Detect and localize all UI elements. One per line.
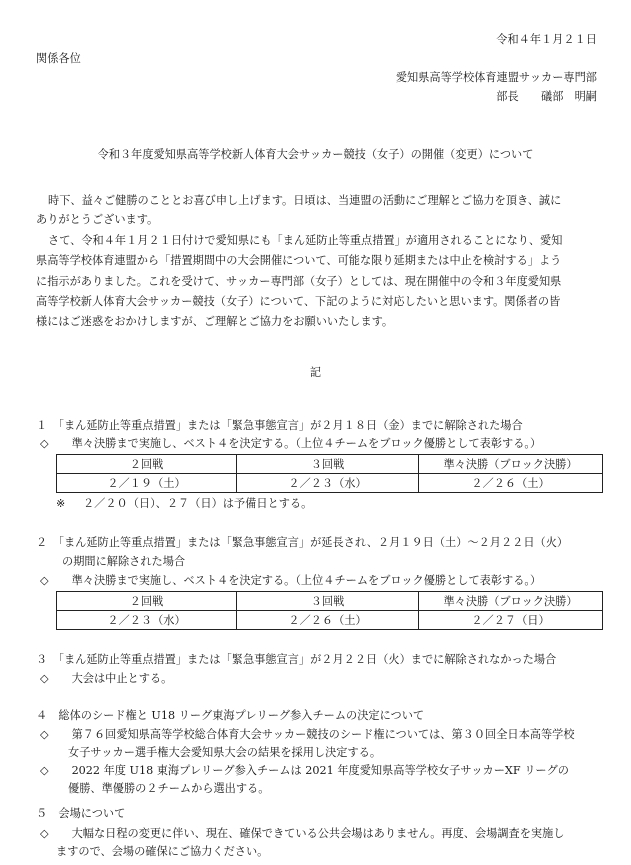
intro-paragraph-2-line-4: 高等学校新人体育大会サッカー競技（女子）について、下記のように対応したいと思います。関係者の皆: [36, 295, 561, 308]
section-5-heading: ５ 会場について: [36, 807, 126, 820]
sender-name: 部長 礒部 明嗣: [496, 90, 597, 103]
table-header-cell: 準々決勝（ブロック決勝）: [419, 455, 603, 474]
intro-paragraph-2-line-2: 県高等学校体育連盟から「措置期間中の大会開催について、可能な限り延期または中止を検討する」よう: [36, 254, 562, 267]
table-cell: ２／１９（土）: [57, 474, 237, 493]
table-header-cell: ２回戦: [57, 592, 237, 611]
table-cell: ２／２３（水）: [57, 611, 237, 630]
section-5-item-line-1: 大幅な日程の変更に伴い、現在、確保できている公共会場はありません。再度、会場調査を実施し: [71, 827, 565, 840]
section-2-heading-line-2: の期間に解除された場合: [62, 555, 186, 568]
section-2-bullet: [40, 573, 541, 589]
section-4-item-1-line-2: 女子サッカー選手権大会愛知県大会の結果を採用し決定する。: [68, 746, 382, 759]
diamond-icon: ◇: [40, 574, 49, 587]
section-1-note-text: ２／２０（日）、２７（日）は予備日とする。: [82, 497, 313, 510]
section-2-schedule-table: [56, 591, 603, 630]
section-1-heading: １ 「まん延防止等重点措置」または「緊急事態宣言」が２月１８日（金）までに解除された場合: [36, 419, 523, 432]
addressee: 関係各位: [36, 52, 81, 65]
sender-organization: 愛知県高等学校体育連盟サッカー専門部: [395, 71, 597, 84]
section-5-item: [40, 826, 565, 842]
diamond-icon: ◇: [40, 672, 49, 685]
section-4-item-1: [40, 727, 575, 743]
ki-heading: 記: [309, 366, 322, 379]
table-header-cell: ２回戦: [57, 455, 237, 474]
table-row: [57, 474, 603, 493]
table-header-cell: ３回戦: [237, 592, 419, 611]
table-header-cell: ３回戦: [237, 455, 419, 474]
table-header-row: [57, 455, 603, 474]
intro-paragraph-2-line-3: に指示がありました。これを受けて、サッカー専門部（女子）としては、現在開催中の令和３年度愛知県: [36, 275, 562, 288]
table-cell: ２／２７（日）: [419, 611, 603, 630]
table-header-row: [57, 592, 603, 611]
intro-paragraph-2-line-1: さて、令和４年１月２１日付けで愛知県にも「まん延防止等重点措置」が適用されることになり、愛知: [48, 234, 563, 247]
table-cell: ２／２６（土）: [419, 474, 603, 493]
table-cell: ２／２３（水）: [237, 474, 419, 493]
intro-paragraph-1-line-1: 時下、益々ご健勝のこととお喜び申し上げます。日頃は、当連盟の活動にご理解とご協力を頂き、誠に: [48, 194, 562, 207]
note-mark: ※: [56, 497, 66, 510]
table-row: [57, 611, 603, 630]
diamond-icon: ◇: [40, 764, 49, 777]
intro-paragraph-2-line-5: 様にはご迷惑をおかけしますが、ご理解とご協力をお願いいたします。: [36, 315, 394, 328]
section-4-heading: ４ 総体のシード権と U18 リーグ東海プレリーグ参入チームの決定について: [36, 709, 425, 722]
intro-paragraph-1-line-2: ありがとうございます。: [36, 213, 159, 226]
section-2-bullet-text: 準々決勝まで実施し、ベスト４を決定する。（上位４チームをブロック優勝として表彰する。）: [71, 574, 542, 587]
section-2-heading-line-1: ２ 「まん延防止等重点措置」または「緊急事態宣言」が延長され、２月１９日（土）～２月２２日（火）: [36, 536, 569, 549]
document-title: 令和３年度愛知県高等学校新人体育大会サッカー競技（女子）の開催（変更）について: [97, 148, 534, 161]
section-5-item-line-2: ますので、会場の確保にご協力ください。: [56, 845, 269, 858]
section-1-bullet: [40, 436, 541, 452]
section-4-item-2-line-2: 優勝、準優勝の２チームから選出する。: [68, 782, 270, 795]
diamond-icon: ◇: [40, 437, 49, 450]
section-1-bullet-text: 準々決勝まで実施し、ベスト４を決定する。（上位４チームをブロック優勝として表彰する。）: [71, 437, 542, 450]
document-date: 令和４年１月２１日: [496, 33, 597, 46]
table-cell: ２／２６（土）: [237, 611, 419, 630]
section-4-item-2-line-1: 2022 年度 U18 東海プレリーグ参入チームは 2021 年度愛知県高等学校女子サッカーXF リーグの: [71, 764, 569, 777]
diamond-icon: ◇: [40, 728, 49, 741]
section-3-bullet-text: 大会は中止とする。: [71, 672, 173, 685]
table-header-cell: 準々決勝（ブロック決勝）: [419, 592, 603, 611]
section-4-item-1-line-1: 第７６回愛知県高等学校総合体育大会サッカー競技のシード権については、第３０回全日本高等学校: [71, 728, 575, 741]
section-3-heading: ３ 「まん延防止等重点措置」または「緊急事態宣言」が２月２２日（火）までに解除されなかった場合: [36, 653, 557, 666]
section-1-note: [56, 496, 312, 512]
section-3-bullet: [40, 671, 172, 687]
diamond-icon: ◇: [40, 827, 49, 840]
section-4-item-2: [40, 763, 569, 779]
section-1-schedule-table: [56, 454, 603, 493]
